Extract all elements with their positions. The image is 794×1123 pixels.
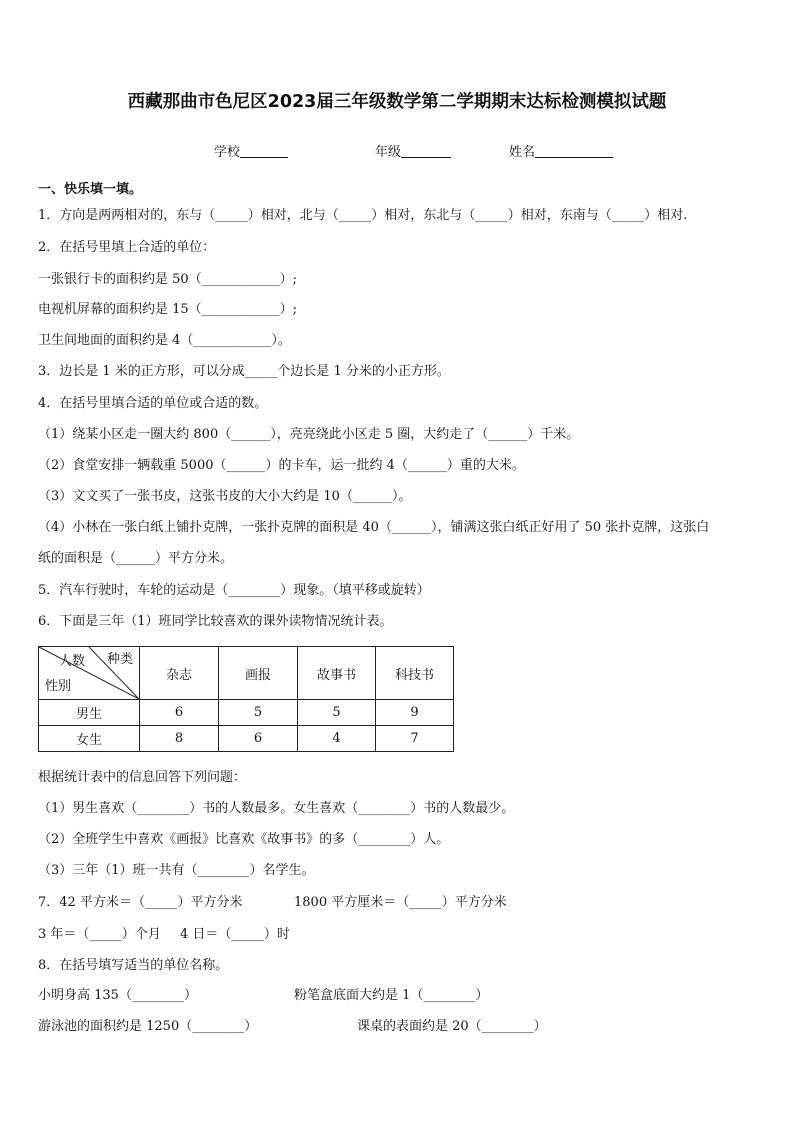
corner-label-count: 人数 [59,654,86,669]
question-4-item: （2）食堂安排一辆载重 5000（______）的卡车，运一批约 4（______）重的大米。 [38,458,525,473]
table-row [39,726,454,752]
table-cell: 5 [219,700,298,726]
table-cell: 6 [140,700,219,726]
table-cell: 9 [376,700,454,726]
table-cell: 6 [219,726,298,752]
corner-label-category: 种类 [107,652,134,667]
question-1: 1．方向是两两相对的，东与（_____）相对，北与（_____）相对，东北与（_____）相对，东南与（_____）相对. [38,208,688,223]
table-header: 杂志 [140,647,219,700]
question-4-stem: 4．在括号里填合适的单位或合适的数。 [38,396,268,411]
grade-blank[interactable] [401,145,451,158]
question-7b: 1800 平方厘米＝（_____）平方分米 [294,895,507,910]
reading-stats-table [38,646,454,752]
question-6-item: （2）全班学生中喜欢《画报》比喜欢《故事书》的多（________）人。 [38,832,450,847]
corner-label-gender: 性别 [45,679,72,694]
question-3: 3．边长是 1 米的正方形，可以分成_____个边长是 1 分米的小正方形。 [38,364,450,379]
table-cell: 5 [298,700,376,726]
question-5: 5．汽车行驶时，车轮的运动是（________）现象。（填平移或旋转） [38,583,430,598]
exam-title: 西藏那曲市色尼区2023届三年级数学第二学期期末达标检测模拟试题 [127,92,667,112]
section-heading: 一、快乐填一填。 [38,182,143,197]
question-4-item: （3）文文买了一张书皮，这张书皮的大小大约是 10（______）。 [38,489,412,504]
row-label: 男生 [39,700,140,726]
question-2-stem: 2．在括号里填上合适的单位： [38,240,216,255]
question-2-item: 一张银行卡的面积约是 50（____________）; [38,272,298,287]
name-field [509,141,613,160]
name-blank[interactable] [535,145,613,158]
question-8b: 粉笔盒底面大约是 1（________） [294,988,489,1003]
table-cell: 8 [140,726,219,752]
question-2-item: 电视机屏幕的面积约是 15（____________）; [38,302,298,317]
name-label: 姓名 [509,145,536,160]
question-8d: 课桌的表面约是 20（________） [357,1019,547,1034]
question-6-prompt: 根据统计表中的信息回答下列问题： [38,770,247,785]
table-row [39,700,454,726]
question-8a: 小明身高 135（________） [38,988,197,1003]
table-corner-cell [39,647,140,700]
question-8-stem: 8．在括号填写适当的单位名称。 [38,958,229,973]
question-8c: 游泳池的面积约是 1250（________） [38,1019,258,1034]
school-label: 学校 [214,145,241,160]
table-header: 科技书 [376,647,454,700]
question-2-item: 卫生间地面的面积约是 4（____________）。 [38,333,291,348]
grade-field [375,141,451,160]
school-blank[interactable] [240,145,288,158]
question-6-item: （3）三年（1）班一共有（________）名学生。 [38,863,315,878]
question-7d: 4 日＝（_____）时 [180,927,290,942]
question-4-item: （1）绕某小区走一圈大约 800（______），亮亮绕此小区走 5 圈，大约走了（______）千米。 [38,427,580,442]
table-cell: 4 [298,726,376,752]
question-4-item: 纸的面积是（______）平方分米。 [38,551,234,566]
question-7a: 7．42 平方米＝（_____）平方分米 [38,895,243,910]
table-header: 画报 [219,647,298,700]
grade-label: 年级 [375,145,402,160]
question-7c: 3 年＝（_____）个月 [38,927,161,942]
row-label: 女生 [39,726,140,752]
school-field [214,141,288,160]
question-6-stem: 6．下面是三年（1）班同学比较喜欢的课外读物情况统计表。 [38,614,393,629]
question-6-item: （1）男生喜欢（________）书的人数最多。女生喜欢（________）书的人数最少。 [38,801,515,816]
question-4-item: （4）小林在一张白纸上铺扑克牌，一张扑克牌的面积是 40（______），铺满这张白纸正好用了 50 张扑克牌，这张白 [38,520,710,535]
table-header: 故事书 [298,647,376,700]
table-cell: 7 [376,726,454,752]
